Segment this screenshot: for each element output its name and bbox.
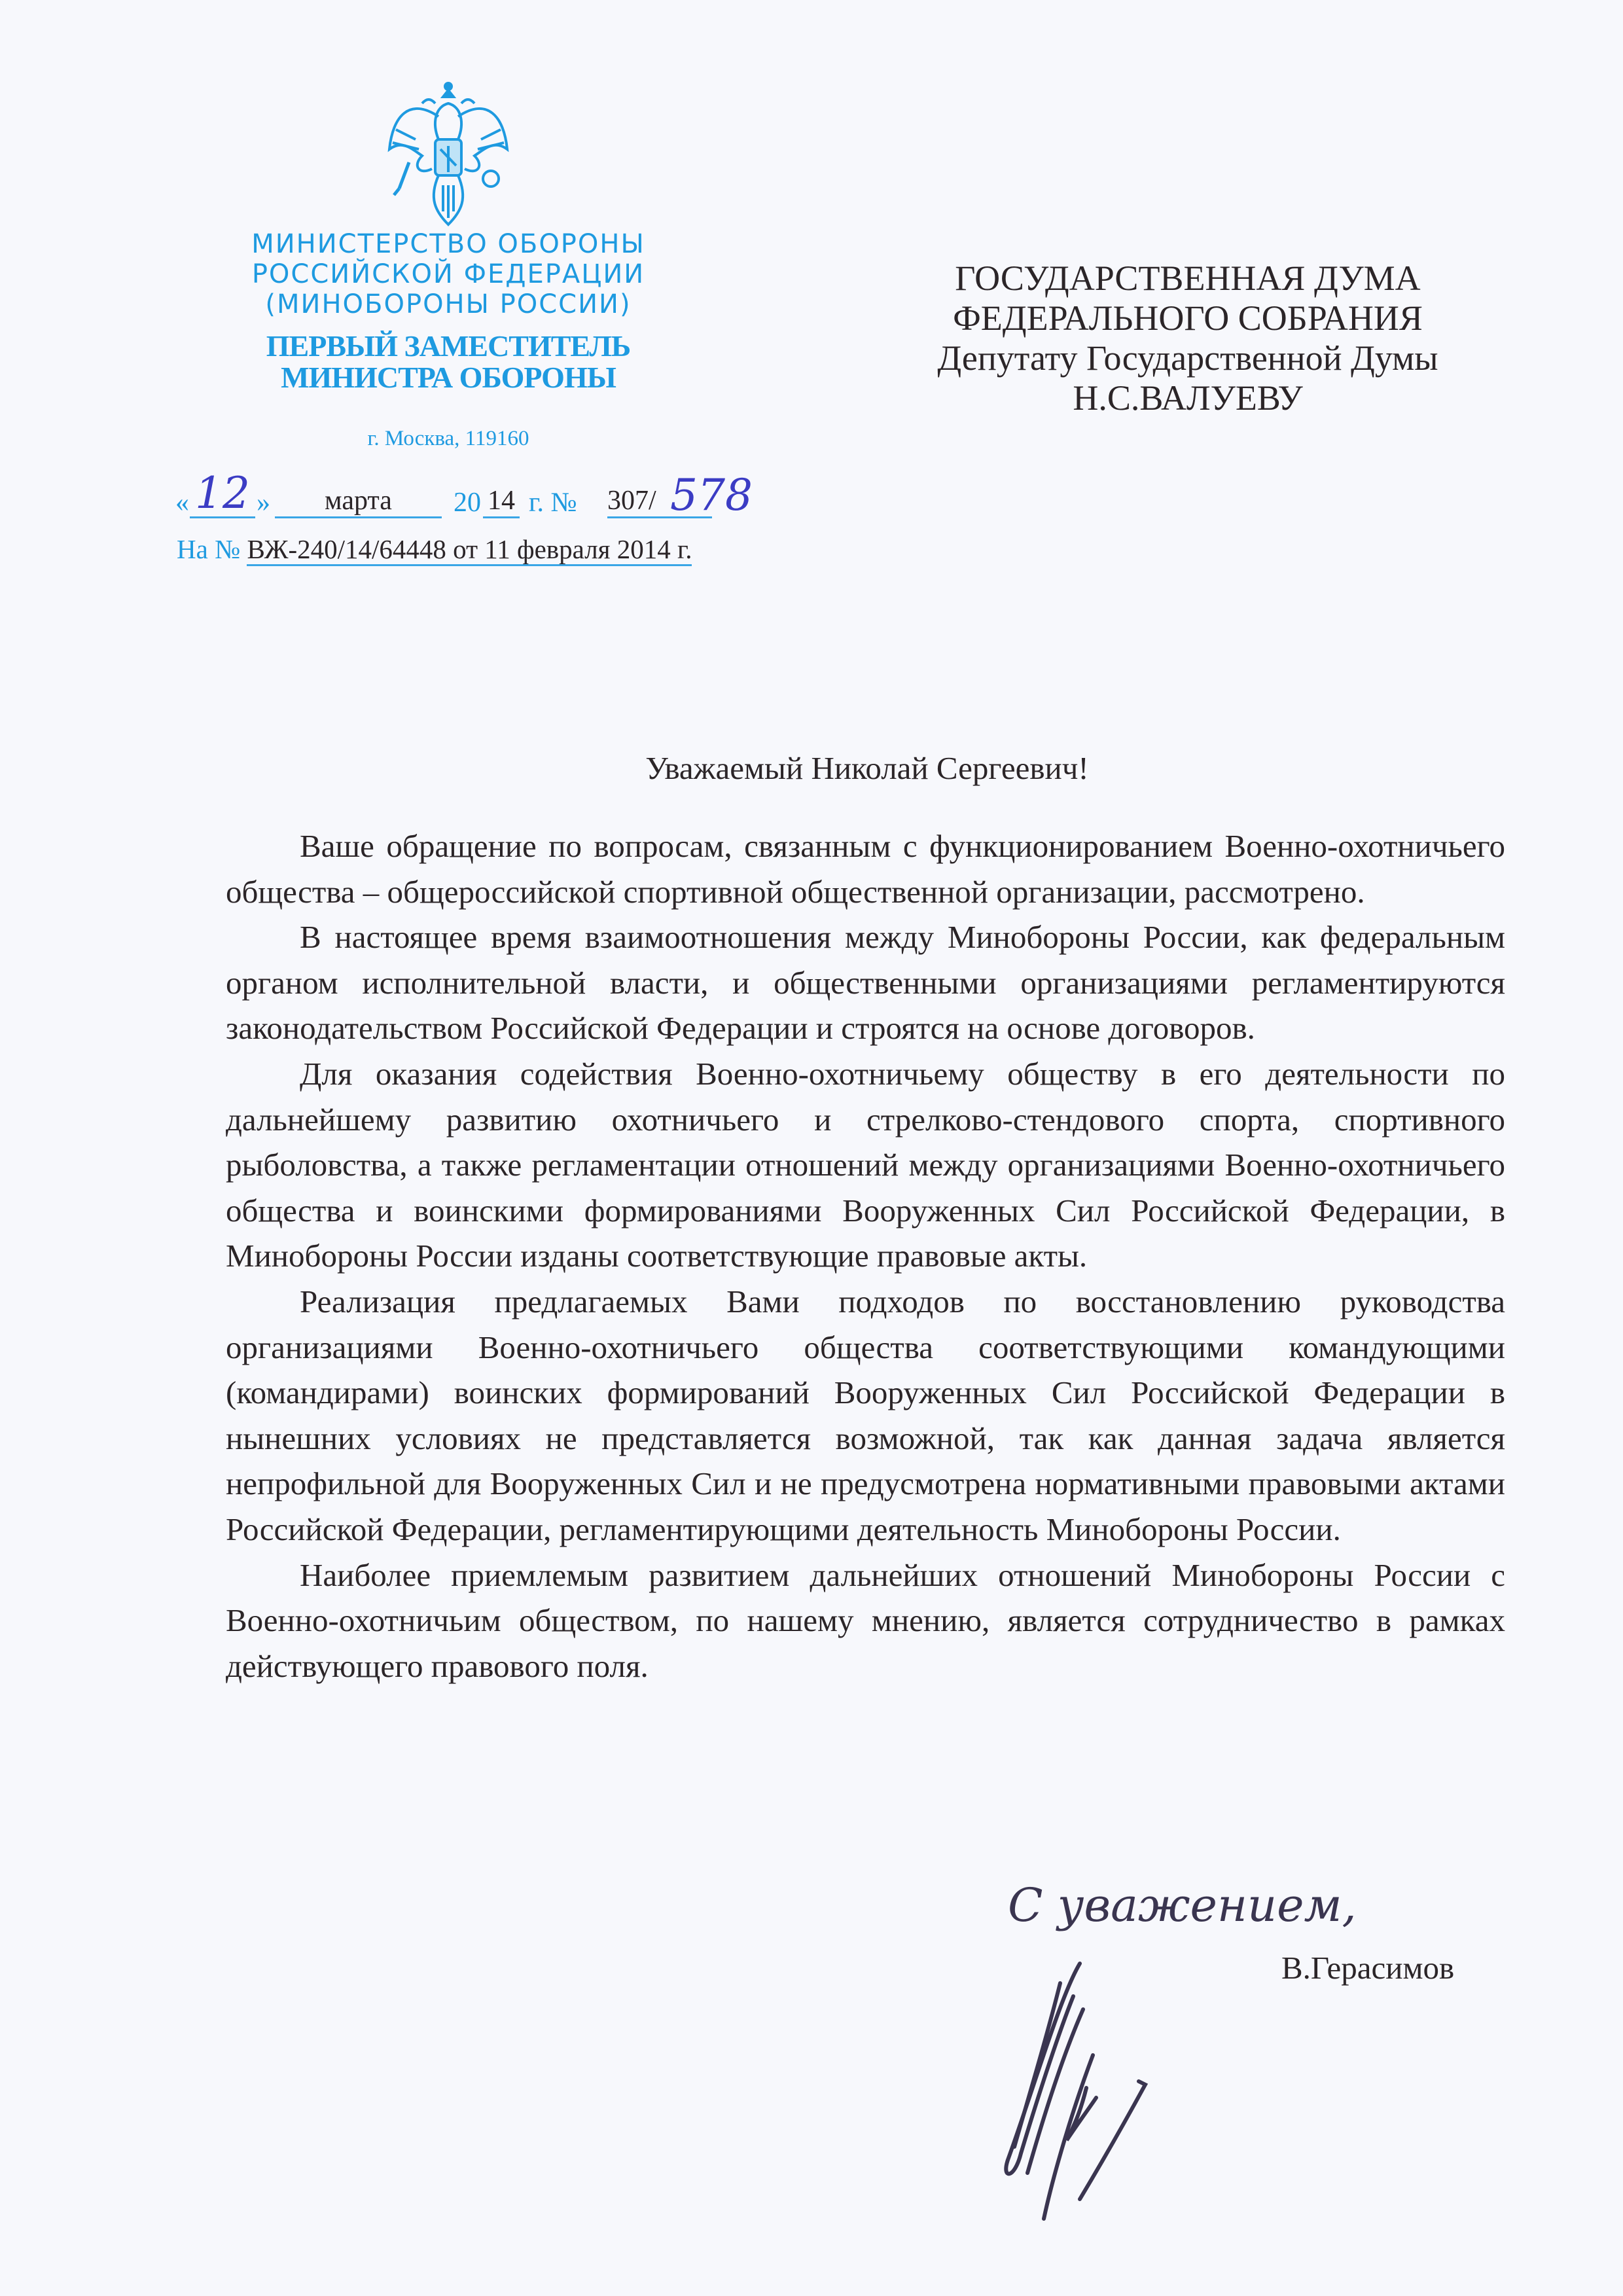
paragraph: Наиболее приемлемым развитием дальнейших отношений Минобороны России с Военно-охотничьим обществом, по нашему мнению, является сотрудничество в рамках действующего правового поля.	[226, 1556, 1505, 1684]
reply-label: На №	[177, 534, 241, 564]
paragraph: Для оказания содействия Военно-охотничьему обществу в его деятельности по дальнейшему развитию охотничьего и стрелково-стендового спорта, спортивного рыболовства, а также регламентации отношений между организациями Военно-охотничьего общества и воинскими формированиями Вооруженных Сил Российской Федерации, в Минобороны России изданы соответствующие правовые акты.	[226, 1055, 1505, 1274]
year-prefix: 20	[454, 488, 481, 518]
paragraph: Реализация предлагаемых Вами подходов по восстановлению руководства организациями Военно-охотничьего общества соответствующими командующими (командирами) воинских формирований Вооруженных Сил Российской Федерации в нынешних условиях не представляется возможной, так как данная задача является непрофильной для Вооруженных Сил и не предусмотрена нормативными правовыми актами Российской Федерации, регламентирующими деятельность Минобороны России.	[226, 1283, 1505, 1547]
ministry-name-line: (МИНОБОРОНЫ РОССИИ)	[265, 289, 632, 319]
recipient-block	[877, 259, 1499, 418]
quote-close: »	[257, 488, 270, 518]
sender-title	[196, 331, 700, 393]
paragraph: Ваше обращение по вопросам, связанным с функционированием Военно-охотничьего общества – общероссийской спортивной общественной организации, рассмотрено.	[226, 828, 1505, 910]
sender-title-line: МИНИСТРА ОБОРОНЫ	[281, 361, 616, 394]
recipient-line: ФЕДЕРАЛЬНОГО СОБРАНИЯ	[953, 298, 1423, 338]
quote-open: «	[175, 488, 189, 518]
number-handwritten: 578	[670, 470, 753, 520]
recipient-line: ГОСУДАРСТВЕННАЯ ДУМА	[955, 259, 1421, 298]
ministry-name-line: РОССИЙСКОЙ ФЕДЕРАЦИИ	[251, 259, 645, 289]
coat-of-arms-icon	[383, 77, 514, 229]
number-printed: 307/	[607, 485, 712, 518]
number-label: г. №	[529, 488, 577, 518]
ministry-name	[196, 229, 700, 319]
date-day: 12	[190, 471, 255, 518]
salutation: Уважаемый Николай Сергеевич!	[645, 750, 1089, 786]
date-month: марта	[275, 485, 442, 518]
reply-reference	[177, 533, 692, 565]
year-suffix: 14	[483, 485, 520, 518]
sender-address: г. Москва, 119160	[367, 427, 529, 450]
recipient-line: Депутату Государственной Думы	[937, 338, 1438, 378]
recipient-line: Н.С.ВАЛУЕВУ	[1073, 378, 1303, 418]
handwritten-closing: С уважением,	[1008, 1878, 1357, 1932]
sender-title-line: ПЕРВЫЙ ЗАМЕСТИТЕЛЬ	[266, 329, 631, 363]
signature-icon	[982, 1957, 1178, 2238]
reply-ref: ВЖ-240/14/64448 от 11 февраля 2014 г.	[247, 534, 692, 566]
signer-name: В.Герасимов	[1281, 1950, 1455, 1986]
ministry-name-line: МИНИСТЕРСТВО ОБОРОНЫ	[251, 229, 645, 259]
paragraph: В настоящее время взаимоотношения между Минобороны России, как федеральным органом исполнительной власти, и общественными организациями регламентируются законодательством Российской Федерации и строятся на основе договоров.	[226, 919, 1505, 1047]
letter-body	[226, 823, 1505, 1689]
